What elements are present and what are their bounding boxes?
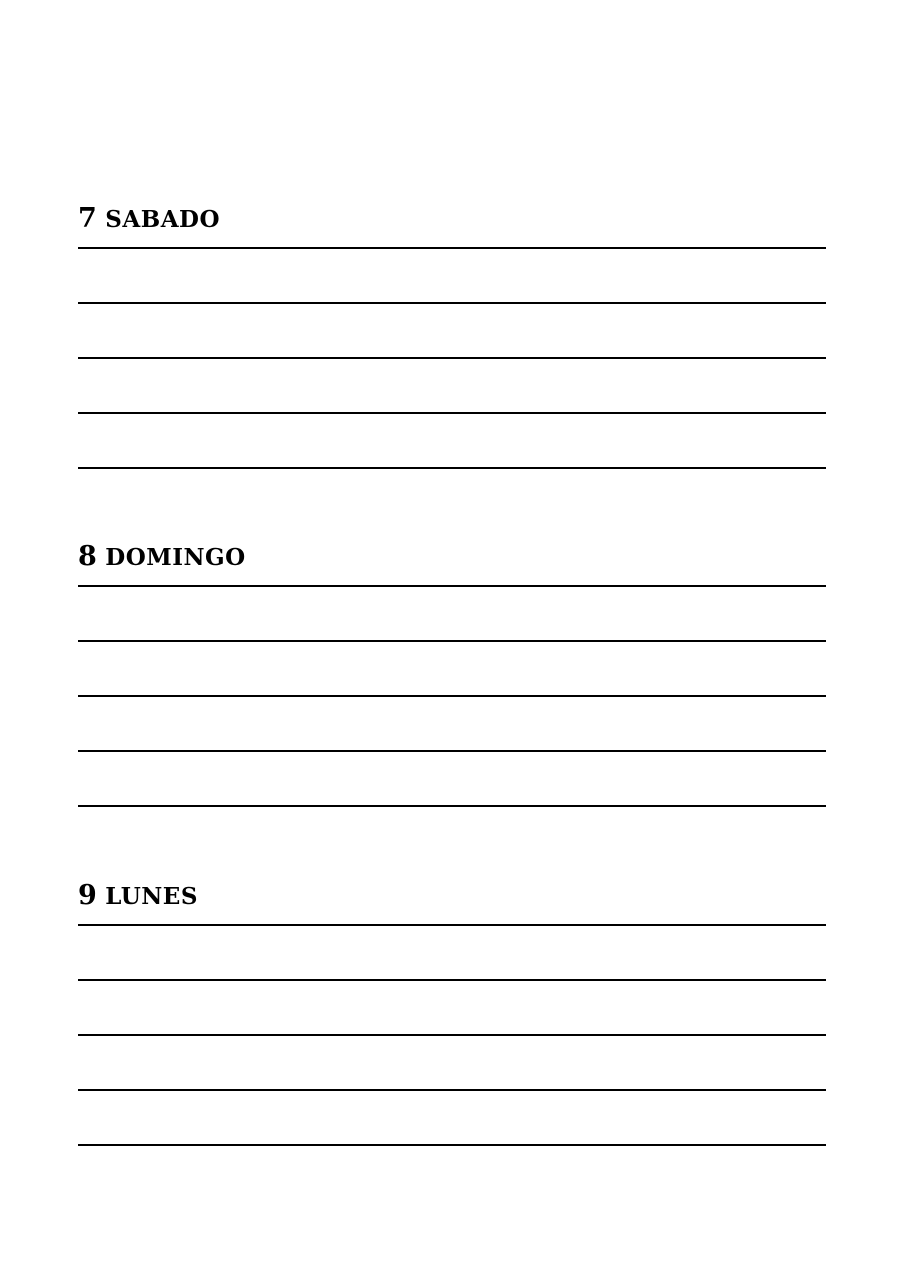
writing-lines-9 xyxy=(78,924,826,1146)
day-name: SABADO xyxy=(105,206,221,233)
day-heading-8 xyxy=(78,543,826,570)
day-heading-9 xyxy=(78,882,826,909)
writing-line[interactable] xyxy=(78,467,826,469)
writing-lines-7 xyxy=(78,247,826,469)
day-name: DOMINGO xyxy=(105,544,246,571)
writing-lines-8 xyxy=(78,585,826,807)
writing-line[interactable] xyxy=(78,805,826,807)
day-block-8 xyxy=(78,543,826,807)
day-block-7 xyxy=(78,205,826,469)
writing-line[interactable] xyxy=(78,1144,826,1146)
day-number: 7 xyxy=(78,203,98,234)
day-name: LUNES xyxy=(105,883,198,910)
day-number: 9 xyxy=(78,880,98,911)
day-heading-7 xyxy=(78,205,826,232)
day-number: 8 xyxy=(78,541,98,572)
day-block-9 xyxy=(78,882,826,1146)
